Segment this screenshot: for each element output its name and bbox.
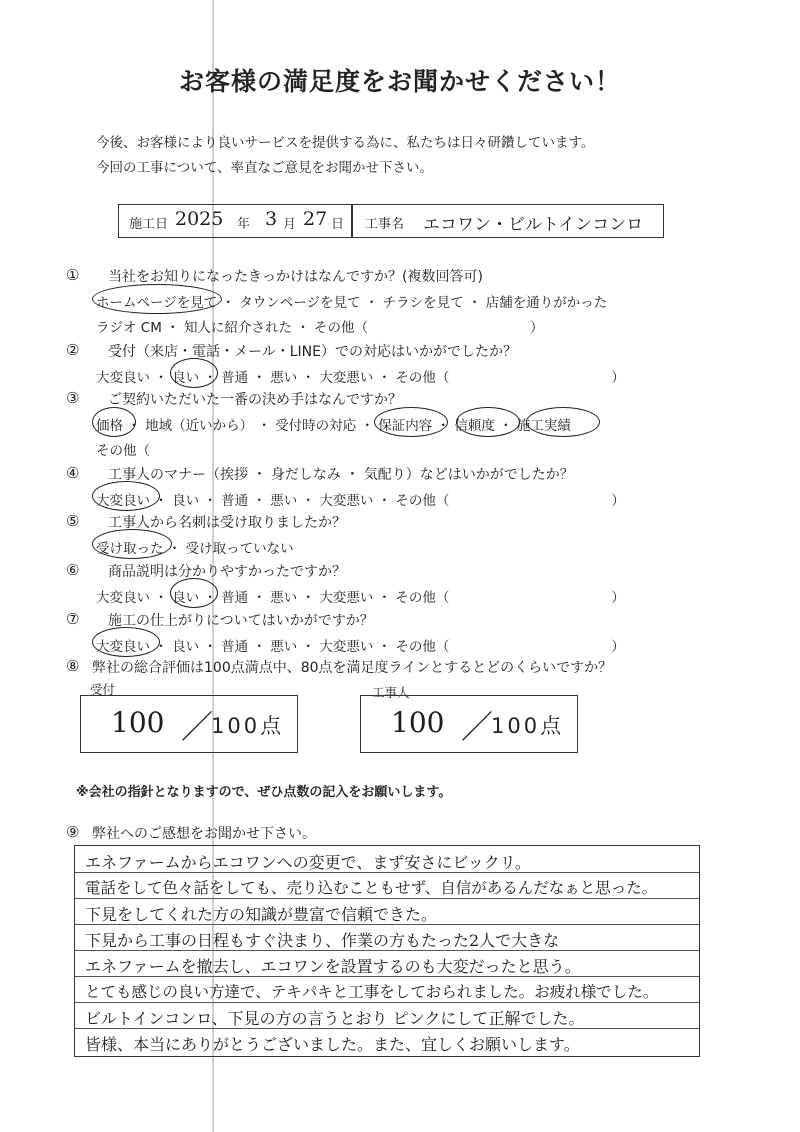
- q4-answer-circle: [92, 481, 160, 511]
- work-name: エコワン・ビルトインコンロ: [423, 215, 644, 235]
- q6-options: 大変良い ・ 良い ・ 普通 ・ 悪い ・ 大変悪い ・ その他（ ）: [96, 590, 625, 606]
- intro-line-1: 今後、お客様により良いサービスを提供する為に、私たちは日々研鑽しています。: [96, 135, 595, 151]
- q6-text: 商品説明は分かりやすかったですか？: [108, 564, 346, 580]
- work-info-box: [118, 204, 664, 238]
- date-month: 3: [265, 208, 278, 230]
- comment-line-8: 皆様、本当にありがとうございました。また、宜しくお願いします。: [85, 1035, 580, 1054]
- q1-answer-circle: [92, 284, 222, 314]
- q6-answer-circle: [170, 578, 218, 608]
- comment-rule: [75, 898, 699, 899]
- reception-max: 100点: [211, 714, 285, 738]
- comment-line-5: エネファームを撤去し、エコワンを設置するのも大変だったと思う。: [85, 957, 581, 976]
- comment-line-7: ビルトインコンロ、下見の方の言うとおり ピンクにして正解でした。: [85, 1009, 585, 1028]
- q3-answer-circle-price: [92, 407, 136, 437]
- month-unit: 月: [283, 217, 297, 232]
- q7-text: 施工の仕上がりについてはいかがですか？: [108, 613, 374, 629]
- q4-options: 大変良い ・ 良い ・ 普通 ・ 悪い ・ 大変悪い ・ その他（ ）: [96, 493, 625, 509]
- worker-score: 100: [391, 706, 445, 739]
- q2-answer-circle: [170, 358, 218, 388]
- q7-number: ⑦: [66, 610, 80, 628]
- q5-answer-circle: [92, 529, 172, 559]
- q1-options-line2: ラジオ CM ・ 知人に紹介された ・ その他（ ）: [96, 320, 544, 336]
- year-unit: 年: [237, 217, 251, 232]
- date-year: 2025: [175, 208, 224, 230]
- comment-line-2: 電話をして色々話をしても、売り込むこともせず、自信があるんだなぁと思った。: [85, 879, 658, 897]
- q3-text: ご契約いただいた一番の決め手はなんですか？: [108, 392, 402, 408]
- worker-score-box: [360, 695, 578, 753]
- comment-line-4: 下見から工事の日程もすぐ決まり、作業の方もたった2人で大きな: [85, 931, 560, 950]
- q3-answer-circle-trust: [456, 407, 520, 437]
- intro-line-2: 今回の工事について、率直なご意見をお聞かせ下さい。: [96, 160, 433, 176]
- q9-number: ⑨: [66, 823, 80, 841]
- q1-number: ①: [66, 266, 80, 284]
- q2-text: 受付（来店・電話・メール・LINE）での対応はいかがでしたか？: [108, 344, 517, 360]
- q4-number: ④: [66, 464, 80, 482]
- day-unit: 日: [331, 217, 345, 232]
- q6-number: ⑥: [66, 561, 80, 579]
- reception-score-label: 受付: [90, 682, 116, 697]
- work-name-label: 工事名: [365, 217, 405, 232]
- q5-text: 工事人から名刺は受け取りましたか？: [108, 515, 346, 531]
- work-box-divider: [351, 205, 353, 237]
- q3-number: ③: [66, 389, 80, 407]
- q8-text: 弊社の総合評価は100点満点中、80点を満足度ラインとするとどのくらいですか？: [92, 660, 613, 676]
- page-title: お客様の満足度をお聞かせください！: [178, 67, 621, 96]
- comment-line-1: エネファームからエコワンへの変更で、まず安さにビックリ。: [85, 853, 531, 872]
- q5-options: 受け取った ・ 受け取っていない: [96, 541, 294, 557]
- q3-options-line1: 価格 ・ 地域（近いから） ・ 受付時の対応 ・ 保証内容 ・ 信頼度 ・ 施工実績: [96, 418, 571, 434]
- score-note: ※会社の指針となりますので、ぜひ点数の記入をお願いします。: [76, 785, 452, 800]
- date-label: 施工日: [129, 217, 169, 232]
- worker-slash: ／: [461, 708, 494, 746]
- comment-box: [74, 845, 700, 1057]
- q3-answer-circle-warranty: [374, 407, 448, 437]
- q2-options: 大変良い ・ 良い ・ 普通 ・ 悪い ・ 大変悪い ・ その他（ ）: [96, 370, 625, 386]
- reception-slash: ／: [181, 708, 214, 746]
- q1-options-line1: ホームページを見て ・ タウンページを見て ・ チラシを見て ・ 店舗を通りがかった: [96, 295, 608, 311]
- q1-text: 当社をお知りになったきっかけはなんですか？(複数回答可): [108, 269, 483, 285]
- q5-number: ⑤: [66, 512, 80, 530]
- q9-text: 弊社へのご感想をお聞かせ下さい。: [92, 826, 316, 842]
- q7-options: 大変良い ・ 良い ・ 普通 ・ 悪い ・ 大変悪い ・ その他（ ）: [96, 639, 625, 655]
- q3-answer-circle-record: [526, 407, 600, 437]
- q8-number: ⑧: [66, 657, 80, 675]
- q3-options-line2: その他（: [96, 443, 150, 459]
- worker-score-label: 工事人: [372, 685, 410, 700]
- comment-line-3: 下見をしてくれた方の知識が豊富で信頼できた。: [85, 905, 438, 924]
- q4-text: 工事人のマナー（挨拶 ・ 身だしなみ ・ 気配り）などはいかがでしたか？: [108, 467, 574, 483]
- reception-score: 100: [111, 706, 165, 739]
- comment-line-6: とても感じの良い方達で、テキパキと工事をしておられました。お疲れ様でした。: [85, 983, 659, 1001]
- comment-rule: [75, 1002, 699, 1003]
- q2-number: ②: [66, 341, 80, 359]
- reception-score-box: [80, 695, 298, 753]
- date-day: 27: [303, 208, 328, 230]
- worker-max: 100点: [491, 714, 565, 738]
- q7-answer-circle: [92, 627, 160, 657]
